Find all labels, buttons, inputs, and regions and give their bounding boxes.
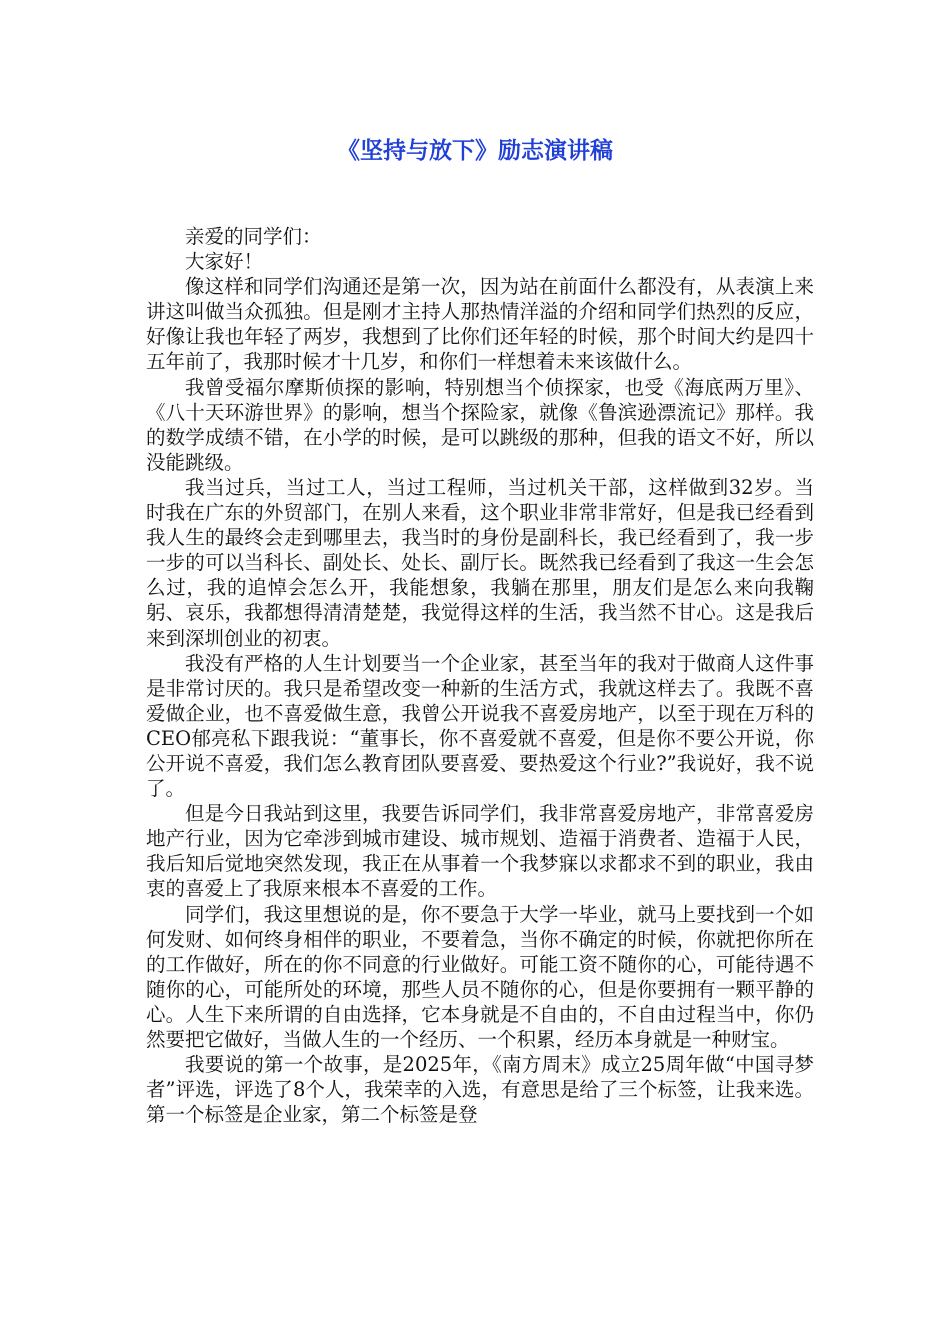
paragraph: 亲爱的同学们： [185,225,322,248]
document-title: 《坚持与放下》励志演讲稿 [337,138,613,164]
paragraph: 像这样和同学们沟通还是第一次，因为站在前面什么都没有，从表演上来讲这叫做当众孤独。但是刚才主持人那热情洋溢的介绍和同学们热烈的反应，好像让我也年轻了两岁，我想到了比你们还年轻的时候，那个时间大约是四十五年前了，我那时候才十几岁，和你们一样想着未来该做什么。 [146,275,814,374]
document-body [146,224,814,1127]
paragraph: 我没有严格的人生计划要当一个企业家，甚至当年的我对于做商人这件事是非常讨厌的。我只是希望改变一种新的生活方式，我就这样去了。我既不喜爱做企业，也不喜爱做生意，我曾公开说我不喜爱房地产，以至于现在万科的CEO郁亮私下跟我说：“董事长，你不喜爱就不喜爱，但是你不要公开说，你公开说不喜爱，我们怎么教育团队要喜爱、要热爱这个行业?”我说好，我不说了。 [146,651,814,801]
paragraph: 我曾受福尔摩斯侦探的影响，特别想当个侦探家，也受《海底两万里》、《八十天环游世界》的影响，想当个探险家，就像《鲁滨逊漂流记》那样。我的数学成绩不错，在小学的时候，是可以跳级的那种，但我的语文不好，所以没能跳级。 [146,375,814,474]
paragraph: 我当过兵，当过工人，当过工程师，当过机关干部，这样做到32岁。当时我在广东的外贸部门，在别人来看，这个职业非常非常好，但是我已经看到我人生的最终会走到哪里去，我当时的身份是副科长，我已经看到了，我一步一步的可以当科长、副处长、处长、副厅长。既然我已经看到了我这一生会怎么过，我的追悼会怎么开，我能想象，我躺在那里，朋友们是怎么来向我鞠躬、哀乐，我都想得清清楚楚，我觉得这样的生活，我当然不甘心。这是我后来到深圳创业的初衷。 [146,475,814,650]
paragraph: 我要说的第一个故事，是2025年，《南方周末》成立25周年做“中国寻梦者”评选，评选了8个人，我荣幸的入选，有意思是给了三个标签，让我来选。第一个标签是企业家，第二个标签是登 [146,1053,814,1127]
paragraph: 大家好！ [185,250,264,274]
paragraph: 同学们，我这里想说的是，你不要急于大学一毕业，就马上要找到一个如何发财、如何终身相伴的职业，不要着急，当你不确定的时候，你就把你所在的工作做好，所在的你不同意的行业做好。可能工资不随你的心，可能待遇不随你的心，可能所处的环境，那些人员不随你的心，但是你要拥有一颗平静的心。人生下来所谓的自由选择，它本身就是不自由的，不自由过程当中，你仍然要把它做好，当做人生的一个经历、一个积累，经历本身就是一种财宝。 [146,902,814,1051]
paragraph: 但是今日我站到这里，我要告诉同学们，我非常喜爱房地产，非常喜爱房地产行业，因为它牵涉到城市建设、城市规划、造福于消费者、造福于人民，我后知后觉地突然发现，我正在从事着一个我梦寐以求都求不到的职业，我由衷的喜爱上了我原来根本不喜爱的工作。 [146,802,814,901]
